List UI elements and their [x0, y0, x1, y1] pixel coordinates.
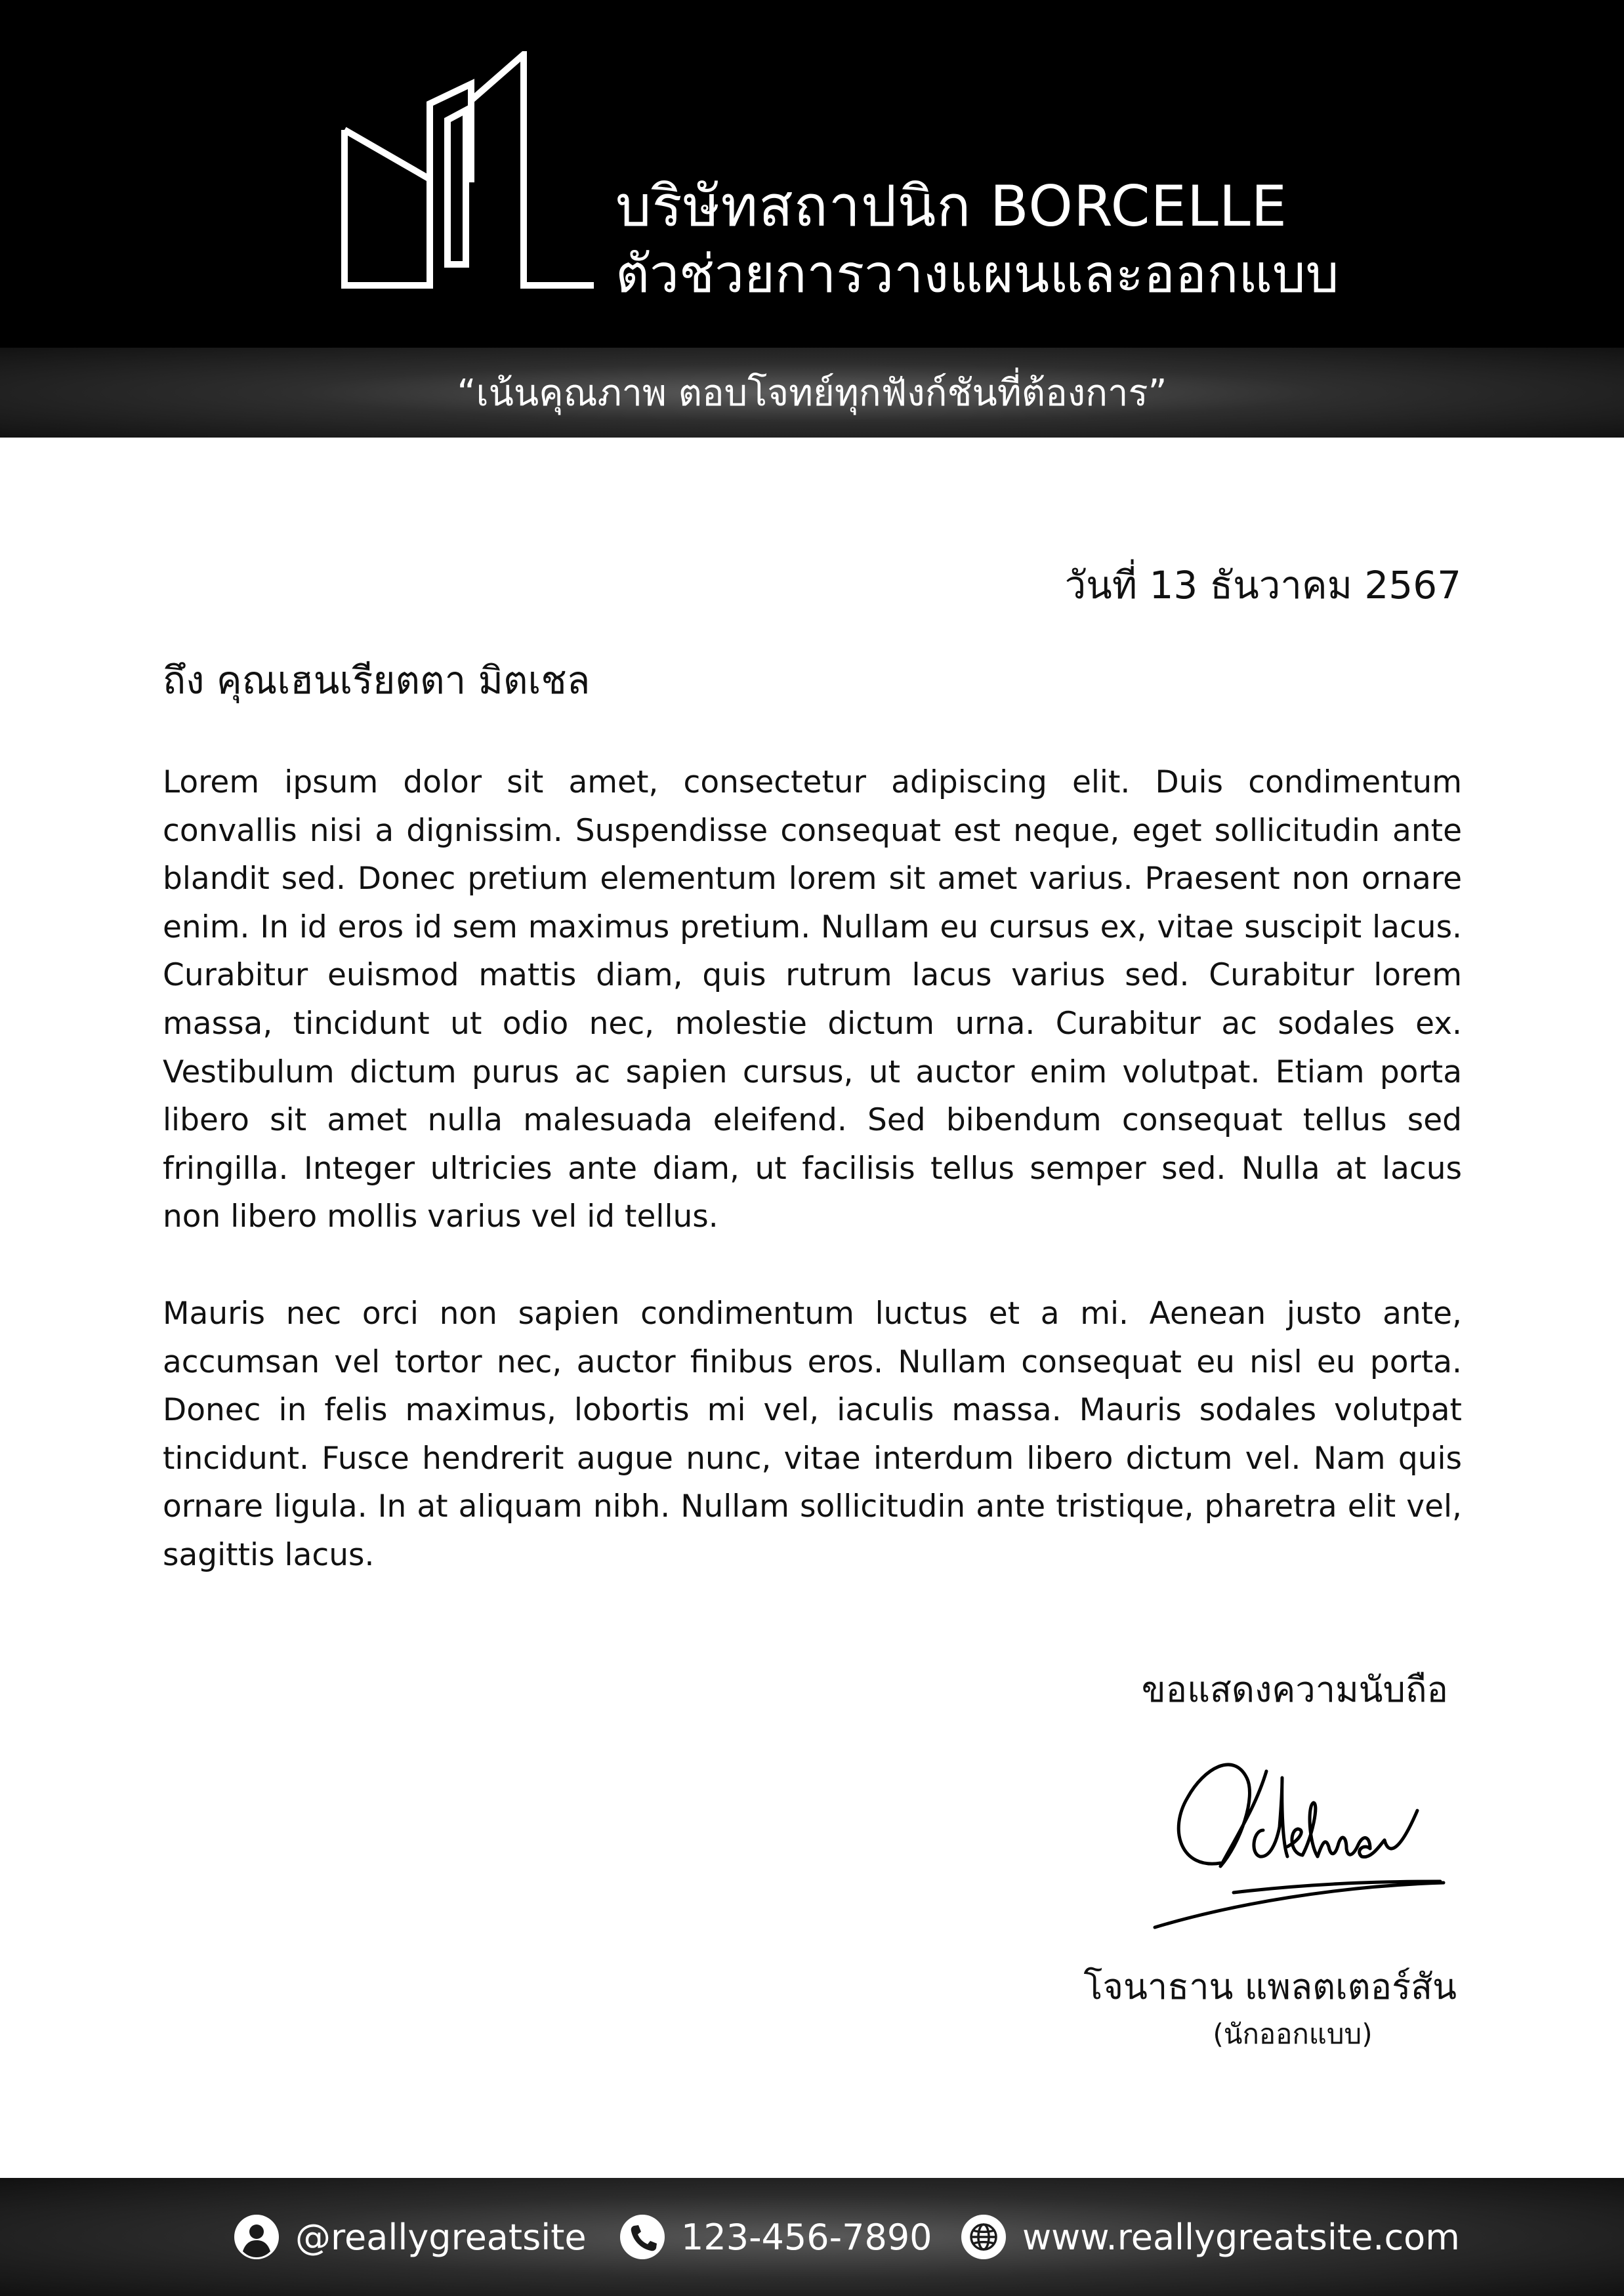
tagline: “เน้นคุณภาพ ตอบโจทย์ทุกฟังก์ชันที่ต้องการ”: [457, 372, 1167, 415]
signer-name: โจนาธาน แพลตเตอร์สัน: [1083, 1966, 1457, 2007]
social-handle: @reallygreatsite: [295, 2216, 587, 2258]
contact-website[interactable]: [961, 2178, 1460, 2296]
signer-role: (นักออกแบบ): [1213, 2018, 1373, 2050]
body-paragraph-2: Mauris nec orci non sapien condimentum luctus et a mi. Aenean justo ante, accumsan vel tortor nec, auctor finibus eros. Nullam consequat eu nisl eu porta. Donec in felis maximus, lobortis mi vel, iaculis massa. Mauris sodales volutpat tincidunt. Fusce hendrerit augue nunc, vitae interdum libero dictum vel. Nam quis ornare ligula. In at aliquam nibh. Nullam sollicitudin ante tristique, pharetra elit vel, sagittis lacus.: [163, 1296, 1462, 1573]
company-name: บริษัทสถาปนิก BORCELLE: [615, 174, 1287, 239]
letterhead-header: [0, 0, 1624, 348]
building-outline-logo: [335, 51, 597, 294]
contact-phone[interactable]: [619, 2178, 932, 2296]
contact-social[interactable]: [234, 2178, 587, 2296]
handwritten-signature: [1142, 1732, 1457, 1935]
letter-recipient: ถึง คุณเฮนเรียตตา มิตเชล: [163, 658, 591, 703]
company-heading: [615, 172, 1339, 307]
phone-icon: [619, 2214, 665, 2260]
phone-number: 123-456-7890: [681, 2216, 932, 2258]
company-subtitle: ตัวช่วยการวางแผนและออกแบบ: [615, 243, 1339, 304]
closing-phrase: ขอแสดงความนับถือ: [1141, 1669, 1448, 1710]
user-icon: [234, 2214, 280, 2260]
body-paragraph-1: Lorem ipsum dolor sit amet, consectetur adipiscing elit. Duis condimentum convallis nisi a dignissim. Suspendisse consequat est neque, eget sollicitudin ante blandit sed. Donec pretium elementum lorem sit amet varius. Praesent non ornare enim. In id eros id sem maximus pretium. Nullam eu cursus ex, vitae suscipit lacus. Curabitur euismod mattis diam, quis rutrum lacus varius sed. Curabitur lorem massa, tincidunt ut odio nec, molestie dictum urna. Curabitur ac sodales ex. Vestibulum dictum purus ac sapien cursus, ut auctor enim volutpat. Etiam porta libero sit amet nulla malesuada eleifend. Sed bibendum consequat tellus sed fringilla. Integer ultricies ante diam, ut facilisis tellus semper sed. Nulla at lacus non libero mollis varius vel id tellus.: [163, 764, 1462, 1235]
tagline-band: [0, 348, 1624, 438]
contact-footer: [0, 2178, 1624, 2296]
letter-date: วันที่ 13 ธันวาคม 2567: [1064, 563, 1461, 607]
website-url: www.reallygreatsite.com: [1022, 2216, 1460, 2258]
globe-icon: [961, 2214, 1007, 2260]
